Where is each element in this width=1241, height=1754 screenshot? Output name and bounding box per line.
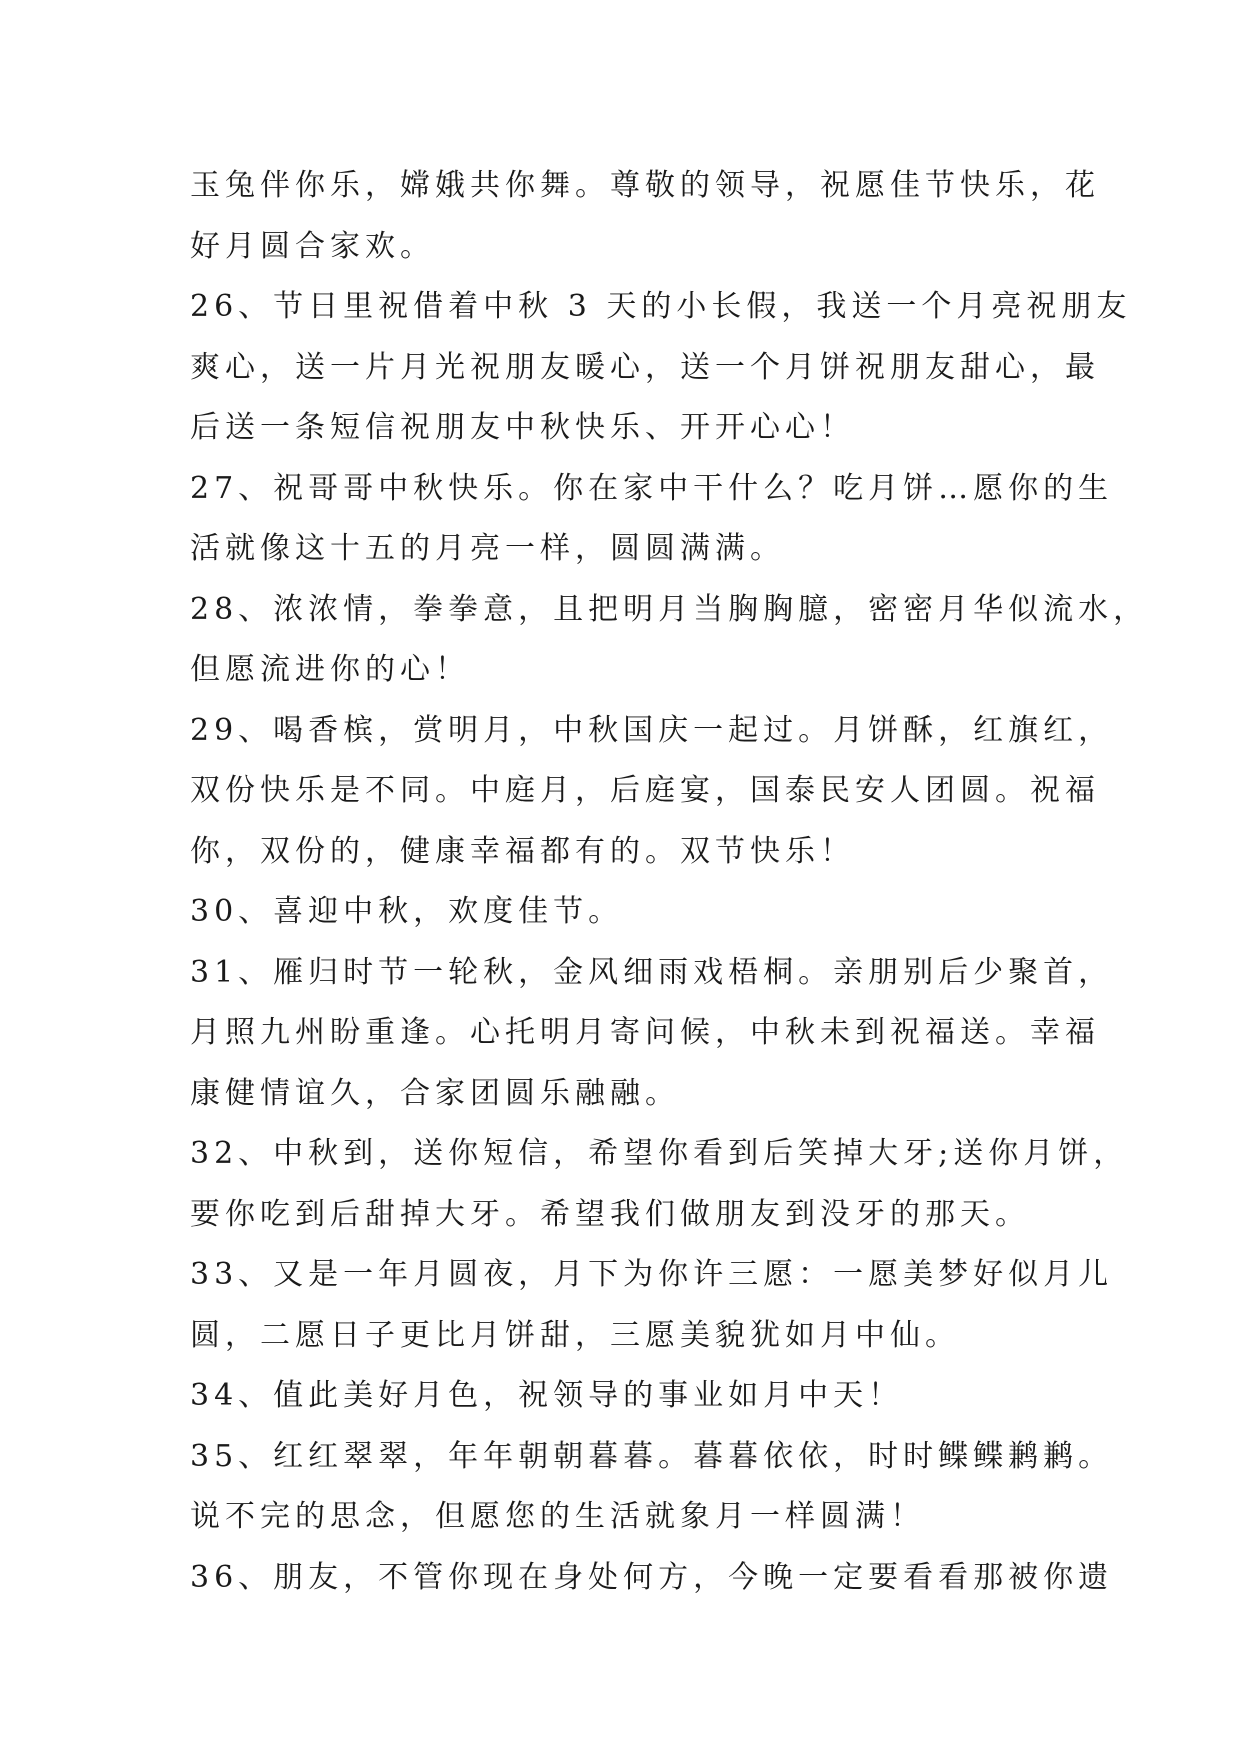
- text-line: 31、雁归时节一轮秋，金风细雨戏梧桐。亲朋别后少聚首，: [190, 954, 1114, 990]
- text-line: 30、喜迎中秋，欢度佳节。: [190, 894, 624, 929]
- text-line: 33、又是一年月圆夜，月下为你许三愿：一愿美梦好似月儿: [190, 1257, 1114, 1292]
- text-line: 月照九州盼重逢。心托明月寄问候，中秋未到祝福送。幸福: [190, 1015, 1100, 1050]
- text-line: 说不完的思念，但愿您的生活就象月一样圆满！: [190, 1499, 925, 1534]
- text-line: 29、喝香槟，赏明月，中秋国庆一起过。月饼酥，红旗红，: [190, 712, 1114, 748]
- document-body: [190, 156, 1149, 1608]
- text-line: 34、值此美好月色，祝领导的事业如月中天！: [190, 1378, 904, 1413]
- text-line: 要你吃到后甜掉大牙。希望我们做朋友到没牙的那天。: [190, 1196, 1030, 1232]
- text-line: 双份快乐是不同。中庭月，后庭宴，国泰民安人团圆。祝福: [190, 773, 1100, 808]
- text-line: 康健情谊久，合家团圆乐融融。: [190, 1075, 680, 1111]
- text-line: 玉兔伴你乐，嫦娥共你舞。尊敬的领导，祝愿佳节快乐，花: [190, 168, 1100, 203]
- text-line: 28、浓浓情，拳拳意，且把明月当胸胸臆，密密月华似流水，: [190, 591, 1149, 627]
- text-line: 你，双份的，健康幸福都有的。双节快乐！: [190, 833, 855, 869]
- text-line: 27、祝哥哥中秋快乐。你在家中干什么？吃月饼…愿你的生: [190, 470, 1114, 506]
- text-line: 爽心，送一片月光祝朋友暖心，送一个月饼祝朋友甜心，最: [190, 349, 1100, 385]
- text-line: 26、节日里祝借着中秋 3 天的小长假，我送一个月亮祝朋友: [190, 289, 1132, 324]
- text-line: 活就像这十五的月亮一样，圆圆满满。: [190, 531, 785, 566]
- text-line: 圆，二愿日子更比月饼甜，三愿美貌犹如月中仙。: [190, 1317, 960, 1353]
- text-line: 后送一条短信祝朋友中秋快乐、开开心心！: [190, 410, 855, 445]
- text-line: 好月圆合家欢。: [190, 228, 435, 264]
- text-line: 32、中秋到，送你短信，希望你看到后笑掉大牙;送你月饼，: [190, 1136, 1129, 1171]
- text-line: 但愿流进你的心！: [190, 652, 470, 687]
- text-line: 35、红红翠翠，年年朝朝暮暮。暮暮依依，时时鲽鲽鹣鹣。: [190, 1438, 1114, 1474]
- text-line: 36、朋友，不管你现在身处何方，今晚一定要看看那被你遗: [190, 1559, 1114, 1595]
